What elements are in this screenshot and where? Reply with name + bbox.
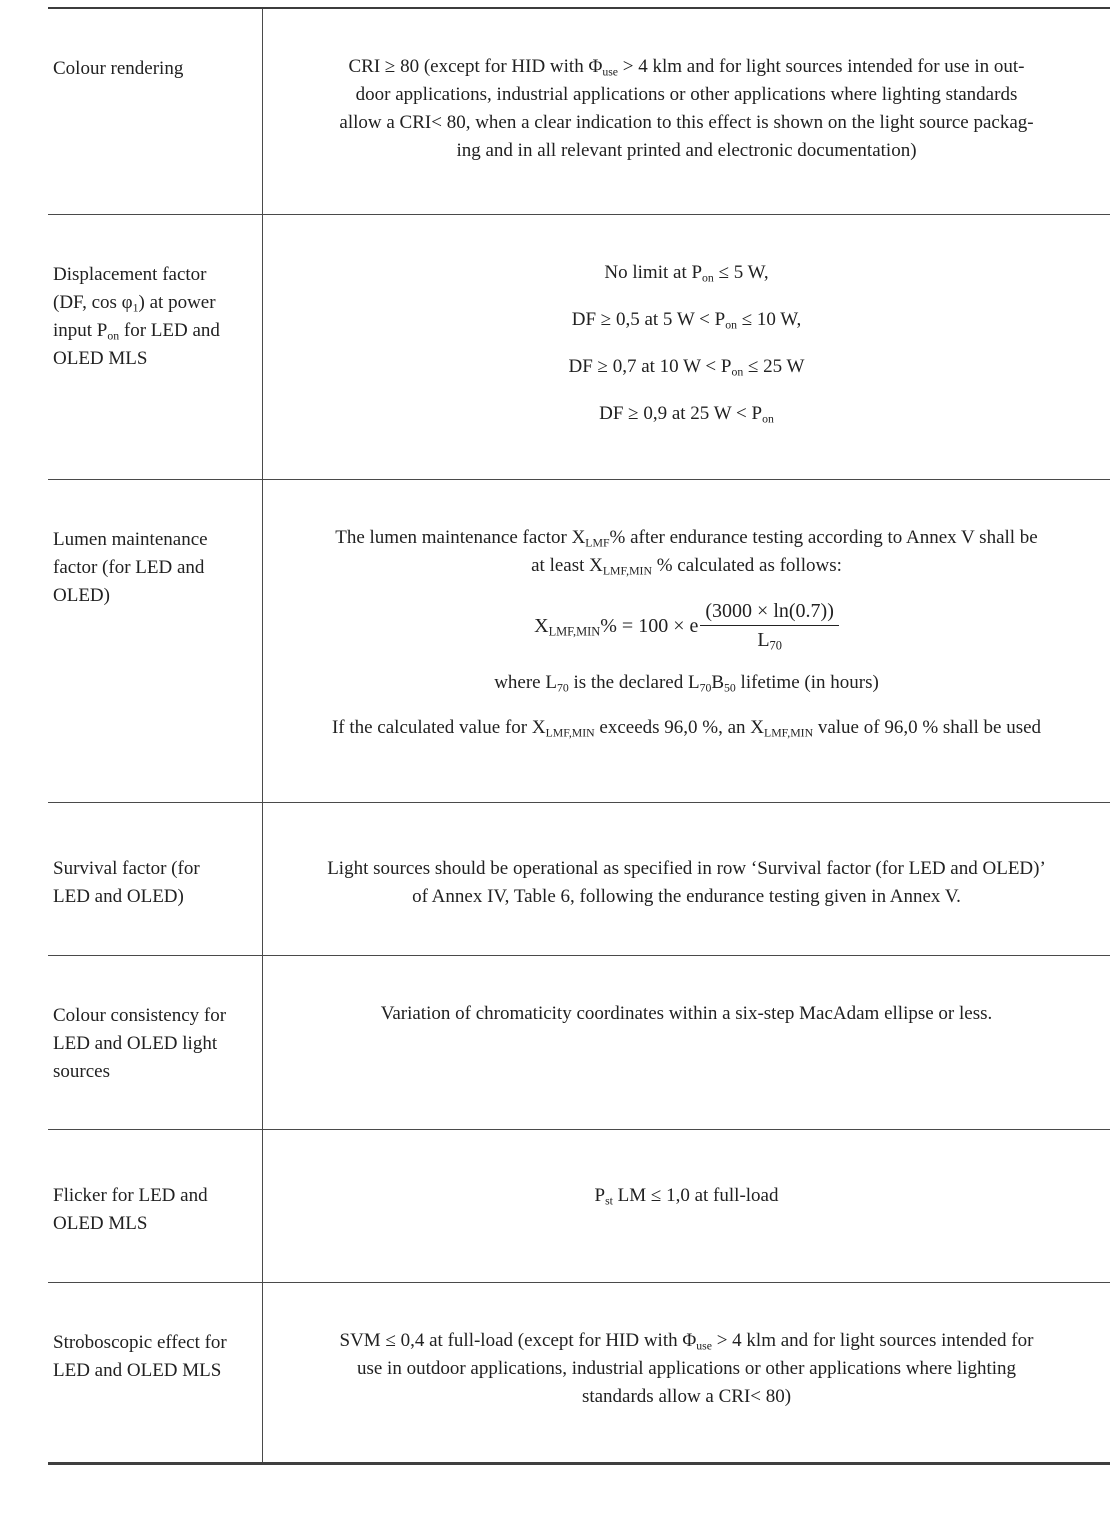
content-line: use in outdoor applications, industrial applications or other applications where lighting [356, 1358, 1017, 1379]
content-line: Variation of chromaticity coordinates within a six-step MacAdam ellipse or less. [380, 1003, 993, 1024]
formula-where-clause: where $L_{70}$ is the declared $L_{70}B_{50}$ lifetime (in hours) [494, 672, 879, 695]
label-line: factor (for LED and [53, 557, 205, 578]
row-content-cell [263, 215, 1110, 479]
label-line: Colour rendering [53, 58, 184, 79]
row-label-cell [48, 215, 263, 479]
content-line: DF ≥ 0,7 at 10 $W < P_{on} \le 25$ W [568, 356, 805, 379]
label-line: LED and OLED) [53, 886, 184, 907]
formula-fraction [700, 598, 838, 653]
content-line: Light sources should be operational as specified in row ‘Survival factor (for LED and OLED)’ [327, 858, 1046, 879]
content-line: allow a CRI< 80, when a clear indication to this effect is shown on the light source packag- [339, 112, 1034, 133]
table-row [48, 802, 1110, 955]
label-line: LED and OLED MLS [53, 1360, 222, 1381]
lumen-maintenance-formula [271, 598, 1102, 653]
content-line: No limit at $P_{on} \le 5$ W, [604, 262, 769, 285]
label-line: sources [53, 1061, 110, 1082]
fraction-numerator: (3000 × ln(0.7)) [700, 598, 838, 626]
content-line: SVM ≤ 0,4 at full-load (except for HID with $\Phi_{use} > 4$ klm and for light sources intended for [339, 1330, 1034, 1353]
table-row [48, 955, 1110, 1129]
row-content-cell [263, 9, 1110, 214]
row-label-cell [48, 803, 263, 955]
content-line: $P_{st}$ LM ≤ 1,0 at full-load [594, 1185, 779, 1208]
label-line: Stroboscopic effect for [53, 1332, 227, 1353]
label-line: Flicker for LED and [53, 1185, 208, 1206]
lumen-maintenance-intro [271, 524, 1102, 580]
label-line: Survival factor (for [53, 858, 200, 879]
table-row [48, 214, 1110, 479]
label-line: OLED MLS [53, 1213, 148, 1234]
row-label-cell [48, 9, 263, 214]
requirements-table [48, 7, 1110, 1465]
row-content-cell [263, 1283, 1110, 1462]
row-label-cell [48, 480, 263, 802]
content-line: DF ≥ 0,5 at 5 $W < P_{on} \le 10$ W, [571, 309, 802, 332]
label-line: OLED MLS [53, 348, 148, 369]
label-line: (DF, $\cos \varphi_1$) at power [53, 292, 216, 315]
table-row [48, 479, 1110, 802]
content-line: of Annex IV, Table 6, following the endurance testing given in Annex V. [412, 886, 961, 907]
label-line: LED and OLED light [53, 1033, 218, 1054]
row-label-cell [48, 956, 263, 1129]
row-content-cell [263, 1130, 1110, 1282]
row-content-cell [263, 480, 1110, 802]
formula-lhs: $X_{LMF,MIN}\% = 100 \times e$ [534, 614, 699, 638]
label-line: Displacement factor [53, 264, 207, 285]
table-row [48, 1129, 1110, 1282]
fraction-denominator: $L_{70}$ [757, 629, 782, 653]
row-label-cell [48, 1130, 263, 1282]
label-line: input $P_{on}$ for LED and [53, 320, 220, 343]
content-line: door applications, industrial applications or other applications where lighting standards [355, 84, 1018, 105]
row-label-cell [48, 1283, 263, 1462]
row-content-cell [263, 803, 1110, 955]
content-line: ing and in all relevant printed and electronic documentation) [456, 140, 917, 161]
content-line: The lumen maintenance factor $X_{LMF}\%$ after endurance testing according to Annex V shall be [335, 527, 1038, 550]
label-line: OLED) [53, 585, 110, 606]
content-line: CRI ≥ 80 (except for HID with $\Phi_{use} > 4$ klm and for light sources intended for use in out- [348, 56, 1025, 79]
row-content-cell [263, 956, 1110, 1129]
content-line: at least $X_{LMF,MIN}$ % calculated as follows: [531, 555, 842, 578]
label-line: Lumen maintenance [53, 529, 208, 550]
formula-cap-note: If the calculated value for $X_{LMF,MIN}$ exceeds 96,0 %, an $X_{LMF,MIN}$ value of 96,0 % shall be used [331, 717, 1042, 740]
table-row [48, 1282, 1110, 1462]
content-line: standards allow a CRI< 80) [581, 1386, 792, 1407]
label-line: Colour consistency for [53, 1005, 227, 1026]
content-line: DF ≥ 0,9 at 25 $W < P_{on}$ [599, 403, 774, 426]
table-row [48, 9, 1110, 214]
